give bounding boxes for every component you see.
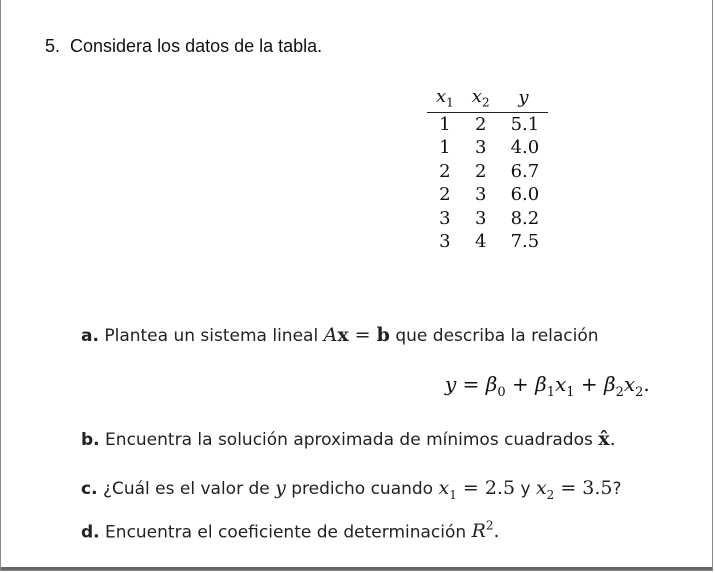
item-a-label: a. xyxy=(81,326,99,346)
item-c-text: ¿Cuál es el valor de xyxy=(102,479,270,499)
cell-y: 4.0 xyxy=(510,137,540,159)
cell-y: 8.2 xyxy=(510,207,540,229)
cell-x2: 4 xyxy=(474,231,487,253)
y-symbol: y xyxy=(275,477,286,499)
cell-x2: 2 xyxy=(474,113,487,135)
item-d-label: d. xyxy=(81,522,100,543)
column-header-y: y xyxy=(499,86,549,112)
item-c-text-mid: predicho cuando xyxy=(291,479,434,499)
table-header-row xyxy=(427,86,548,112)
table-row xyxy=(427,136,548,160)
cell-x1: 2 xyxy=(439,184,451,206)
table-row xyxy=(427,160,548,184)
x-hat-symbol: x̂. xyxy=(598,428,616,450)
table-row xyxy=(427,183,548,207)
item-a-text-after: que describa la relación xyxy=(395,326,599,346)
cell-x2: 3 xyxy=(474,184,487,206)
cell-x1: 2 xyxy=(439,160,451,182)
table-row xyxy=(427,207,548,231)
item-d xyxy=(81,519,500,542)
cell-x1: 1 xyxy=(439,137,451,159)
cell-y: 6.0 xyxy=(510,184,540,206)
problem-header xyxy=(45,36,322,57)
item-c-and: y xyxy=(520,479,531,499)
cell-y: 6.7 xyxy=(510,160,540,182)
item-b xyxy=(81,428,616,450)
column-header-x2: $x_2$ xyxy=(463,86,499,112)
item-b-text: Encuentra la solución aproximada de mínimos cuadrados xyxy=(105,430,593,450)
cell-x2: 2 xyxy=(474,160,487,182)
column-header-x1: $x_1$ xyxy=(427,86,463,112)
regression-equation: $y = \beta_0 + \beta_1x_1 + \beta_2x_2$. xyxy=(445,372,650,400)
cell-x1: 3 xyxy=(439,231,451,253)
cell-x2: 3 xyxy=(474,137,487,159)
table-row xyxy=(427,230,548,254)
x2-value: $x_2 = 3.5$ xyxy=(535,477,613,502)
item-c-label: c. xyxy=(81,479,98,499)
item-a-text: Plantea un sistema lineal xyxy=(104,326,319,346)
item-d-text: Encuentra el coeficiente de determinación xyxy=(105,522,467,543)
bottom-border xyxy=(1,567,712,570)
cell-y: 7.5 xyxy=(510,231,540,253)
item-b-label: b. xyxy=(81,430,100,450)
item-a xyxy=(81,324,599,346)
table-row xyxy=(427,112,548,136)
problem-text: Considera los datos de la tabla. xyxy=(70,36,323,56)
x1-value: $x_1 = 2.5$ xyxy=(438,477,516,502)
cell-y: 5.1 xyxy=(510,113,540,135)
problem-number: 5. xyxy=(45,36,61,56)
cell-x1: 1 xyxy=(439,113,451,135)
r-squared-symbol: $R^2$. xyxy=(471,519,500,543)
item-c-end: ? xyxy=(612,479,622,499)
equation-ax-b: Ax = b xyxy=(323,324,390,346)
cell-x1: 3 xyxy=(439,207,451,229)
cell-x2: 3 xyxy=(474,207,487,229)
data-table xyxy=(427,86,548,254)
item-c xyxy=(81,477,622,502)
